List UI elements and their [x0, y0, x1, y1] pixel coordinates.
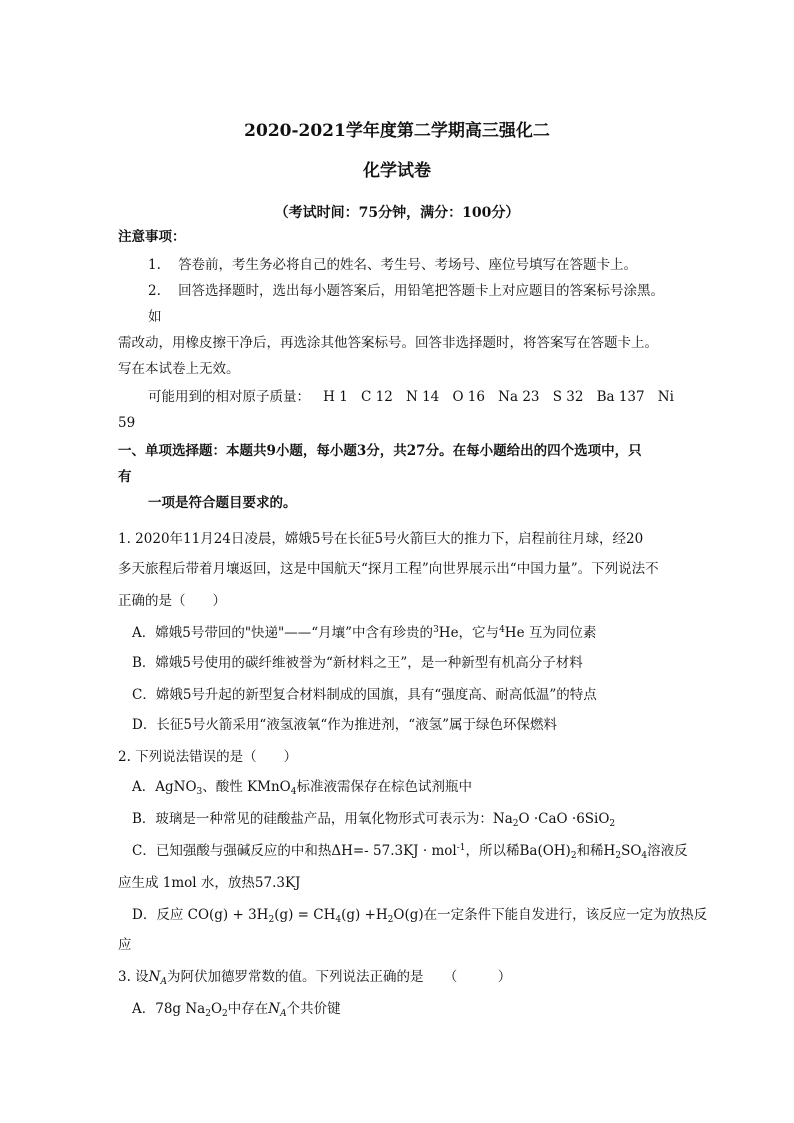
- atomic-mass-o: O 16: [452, 389, 485, 405]
- q2-option-c-sub3: 4: [641, 851, 648, 861]
- q2-option-d-sub2: 4: [335, 915, 342, 925]
- notes-item-2-cont: 需改动，用橡皮擦干净后，再选涂其他答案标号。回答非选择题时，将答案写在答题卡上。: [118, 335, 658, 351]
- q3-option-a-sub2: 2: [222, 1009, 228, 1019]
- q1-option-a-end: He 互为同位素: [504, 625, 597, 641]
- q1-option-a: [132, 624, 596, 642]
- q2-option-d-p4: O(g)在一定条件下能自发进行，该反应一定为放热反: [393, 907, 708, 923]
- q1-option-a-mid: He，它与: [438, 625, 500, 641]
- q2-option-c-sub1: 2: [570, 851, 577, 861]
- q2-option-a: [132, 778, 472, 796]
- q2-option-a-sub1: 3: [196, 787, 203, 797]
- q2-option-b-p2: O ·CaO ·6SiO: [518, 811, 610, 827]
- atomic-mass-tail: 59: [118, 415, 136, 431]
- atomic-mass-label: 可能用到的相对原子质量：: [148, 389, 310, 405]
- notes-item-1-number: 1.: [148, 257, 161, 273]
- q2-option-c-p4: SO: [621, 843, 642, 859]
- q2-option-a-sub2: 4: [290, 787, 297, 797]
- q1-stem-line-2: 多天旅程后带着月壤返回，这是中国航天“探月工程”向世界展示出“中国力量”。下列说法不: [118, 561, 659, 577]
- q3-option-a-sub1: 2: [205, 1009, 211, 1019]
- q2-option-c: [132, 842, 688, 860]
- atomic-mass-ba: Ba 137: [596, 389, 645, 405]
- q3-option-a: [132, 1000, 341, 1018]
- q3-stem: [118, 968, 511, 986]
- q1-option-b: B．嫦娥5号使用的碳纤维被誉为“新材料之王”，是一种新型有机高分子材料: [132, 655, 583, 671]
- q2-option-c-p3: 和稀H: [576, 843, 616, 859]
- atomic-mass-line: [148, 388, 674, 406]
- q2-option-d-p1: D．反应 CO(g) + 3H: [132, 907, 269, 923]
- q3-option-a-p1: A．78g Na: [132, 1001, 206, 1017]
- q3-stem-p2: 为阿伏加德罗常数的值。下列说法正确的是 （ ）: [166, 969, 512, 985]
- notes-item-2: [148, 282, 664, 300]
- atomic-mass-ni: Ni: [657, 389, 674, 405]
- section-1-heading: 一、单项选择题：本题共9小题，每小题3分，共27分。在每小题给出的四个选项中，只: [118, 443, 642, 459]
- q2-option-d: [132, 906, 707, 924]
- q2-option-b-sub2: 2: [609, 819, 616, 829]
- atomic-mass-h: H 1: [323, 389, 348, 405]
- q1-option-a-text: A．嫦娥5号带回的"快递"——“月壤”中含有珍贵的: [132, 625, 434, 641]
- q1-stem-line-1: 1. 2020年11月24日凌晨，嫦娥5号在长征5号火箭巨大的推力下，启程前往月球，经20: [118, 531, 644, 547]
- q1-option-a-mass-4: 4: [499, 625, 505, 635]
- q2-option-c-p1: C．已知强酸与强碱反应的中和热ΔH=- 57.3KJ · mol: [132, 843, 457, 859]
- q1-option-c: C．嫦娥5号升起的新型复合材料制成的国旗，具有“强度高、耐高低温”的特点: [132, 687, 597, 703]
- q2-option-d-p2: (g) = CH: [274, 907, 336, 923]
- q3-stem-symbol: N: [148, 969, 161, 985]
- q2-option-a-p1: A．AgNO: [132, 779, 197, 795]
- notes-item-2-wrap: 如: [148, 309, 162, 325]
- q2-option-b-sub1: 2: [512, 819, 519, 829]
- notes-item-2-text: 回答选择题时，选出每小题答案后，用铅笔把答题卡上对应题目的答案标号涂黑。: [178, 283, 665, 299]
- q1-stem-line-3: 正确的是（ ）: [118, 593, 226, 609]
- notes-item-1: [148, 256, 637, 274]
- atomic-mass-s: S 32: [552, 389, 584, 405]
- q3-option-a-p4: 个共价键: [286, 1001, 341, 1017]
- notes-item-1-text: 答卷前，考生务必将自己的姓名、考生号、考场号、座位号填写在答题卡上。: [178, 257, 638, 273]
- subject-title: 化学试卷: [363, 161, 431, 181]
- notes-heading: 注意事项：: [118, 229, 186, 245]
- q2-option-b-p1: B．玻璃是一种常见的硅酸盐产品，用氧化物形式可表示为：Na: [132, 811, 513, 827]
- q3-option-a-p3: 中存在: [227, 1001, 269, 1017]
- section-1-heading-end: 一项是符合题目要求的。: [148, 495, 297, 511]
- q3-option-a-p2: O: [210, 1001, 223, 1017]
- atomic-mass-n: N 14: [405, 389, 440, 405]
- q2-option-d-sub1: 2: [268, 915, 275, 925]
- q2-option-c-p2: ，所以稀Ba(OH): [465, 843, 571, 859]
- notes-item-2-number: 2.: [148, 283, 161, 299]
- q3-option-a-symbol-sub: A: [280, 1009, 287, 1019]
- exam-info: （考试时间：75分钟，满分：100分）: [274, 205, 520, 221]
- q3-stem-p1: 3. 设: [118, 969, 149, 985]
- q2-option-d-cont: 应: [118, 937, 132, 953]
- q2-option-c-sup: -1: [456, 843, 466, 853]
- q1-option-d: D．长征5号火箭采用“液氢液氧“作为推进剂，“液氢”属于绿色环保燃料: [132, 717, 558, 733]
- q2-option-d-sub3: 2: [387, 915, 394, 925]
- q2-option-d-p3: (g) +H: [341, 907, 388, 923]
- q3-stem-symbol-sub: A: [160, 977, 167, 987]
- q3-option-a-symbol: N: [268, 1001, 281, 1017]
- q2-option-c-sub2: 2: [615, 851, 622, 861]
- q2-option-c-p5: 溶液反: [647, 843, 688, 859]
- q2-option-a-p2: 、酸性 KMnO: [202, 779, 291, 795]
- section-1-heading-wrap: 有: [118, 469, 132, 485]
- q2-stem: 2. 下列说法错误的是（ ）: [118, 749, 298, 765]
- exam-title: 2020-2021学年度第二学期高三强化二: [244, 121, 550, 141]
- atomic-mass-na: Na 23: [498, 389, 540, 405]
- q2-option-c-cont: 应生成 1mol 水，放热57.3KJ: [118, 875, 301, 891]
- notes-item-2-end: 写在本试卷上无效。: [118, 361, 240, 377]
- q2-option-b: [132, 810, 615, 828]
- q2-option-a-p3: 标准液需保存在棕色试剂瓶中: [296, 779, 472, 795]
- q1-option-a-mass-3: 3: [433, 625, 439, 635]
- atomic-mass-c: C 12: [361, 389, 393, 405]
